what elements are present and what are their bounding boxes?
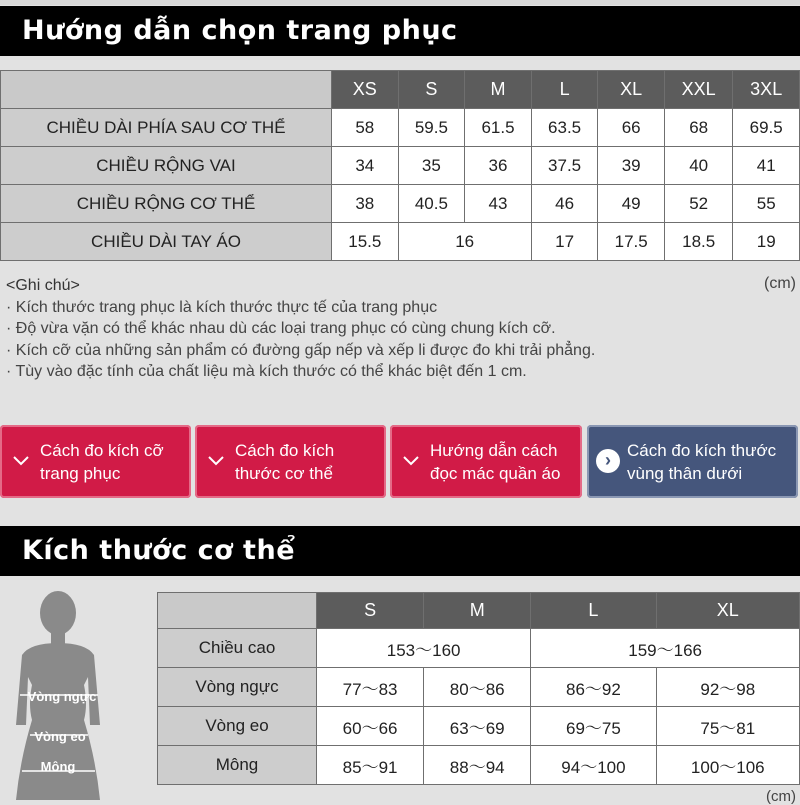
table-cell: 49 bbox=[598, 185, 665, 223]
table-header-row bbox=[158, 593, 800, 629]
size-header-m: M bbox=[424, 593, 531, 629]
measure-garment-button[interactable] bbox=[0, 425, 191, 498]
table-cell: 40 bbox=[664, 147, 732, 185]
table-cell: 41 bbox=[733, 147, 800, 185]
table-cell: 63.5 bbox=[531, 109, 598, 147]
table-cell: 80〜86 bbox=[424, 668, 531, 707]
size-header-m: M bbox=[465, 71, 532, 109]
table-cell: 100〜106 bbox=[656, 746, 799, 785]
table-cell: 52 bbox=[664, 185, 732, 223]
table-cell: 43 bbox=[465, 185, 532, 223]
table-cell: 58 bbox=[332, 109, 399, 147]
table-row bbox=[158, 668, 800, 707]
table-cell: 18.5 bbox=[664, 223, 732, 261]
size-header-xl: XL bbox=[656, 593, 799, 629]
table-cell: 35 bbox=[398, 147, 465, 185]
table-cell: 38 bbox=[332, 185, 399, 223]
row-label-body-width: CHIỀU RỘNG CƠ THỂ bbox=[1, 185, 332, 223]
size-header-3xl: 3XL bbox=[733, 71, 800, 109]
table-cell: 55 bbox=[733, 185, 800, 223]
table-cell: 153〜160 bbox=[317, 629, 531, 668]
button-label-line2: đọc mác quần áo bbox=[430, 464, 561, 483]
read-label-button[interactable] bbox=[390, 425, 582, 498]
note-item: · Tùy vào đặc tính của chất liệu mà kích thước có thể khác biệt đến 1 cm. bbox=[6, 363, 527, 380]
table-row bbox=[158, 746, 800, 785]
button-label-line2: thước cơ thể bbox=[235, 464, 333, 483]
table-cell: 60〜66 bbox=[317, 707, 424, 746]
row-label-shoulder-width: CHIỀU RỘNG VAI bbox=[1, 147, 332, 185]
button-label-line1: Cách đo kích thước bbox=[627, 441, 777, 460]
notes-block bbox=[6, 275, 796, 383]
table-corner-cell bbox=[1, 71, 332, 109]
table-row bbox=[1, 223, 800, 261]
table-row bbox=[1, 147, 800, 185]
table-cell: 85〜91 bbox=[317, 746, 424, 785]
table-cell: 36 bbox=[465, 147, 532, 185]
table-cell: 86〜92 bbox=[531, 668, 656, 707]
note-item: · Kích thước trang phục là kích thước thực tế của trang phục bbox=[6, 298, 438, 316]
table-cell: 15.5 bbox=[332, 223, 399, 261]
table-row bbox=[158, 629, 800, 668]
unit-label: (cm) bbox=[764, 275, 796, 292]
chevron-down-icon bbox=[402, 455, 420, 467]
guide-button-row bbox=[0, 425, 800, 498]
size-header-s: S bbox=[317, 593, 424, 629]
table-cell: 34 bbox=[332, 147, 399, 185]
table-cell: 40.5 bbox=[398, 185, 465, 223]
table-cell: 69〜75 bbox=[531, 707, 656, 746]
row-label-chest: Vòng ngực bbox=[158, 668, 317, 707]
table-cell: 59.5 bbox=[398, 109, 465, 147]
table-cell: 61.5 bbox=[465, 109, 532, 147]
table-cell: 19 bbox=[733, 223, 800, 261]
table-cell: 88〜94 bbox=[424, 746, 531, 785]
body-size-table bbox=[157, 592, 800, 785]
button-label-line1: Hướng dẫn cách bbox=[430, 441, 558, 460]
button-label-line1: Cách đo kích cỡ bbox=[40, 441, 164, 460]
note-item: · Độ vừa vặn có thể khác nhau dù các loại trang phục có cùng chung kích cỡ. bbox=[6, 320, 556, 337]
section-title-body-size: Kích thước cơ thể bbox=[0, 526, 800, 576]
row-label-waist: Vòng eo bbox=[158, 707, 317, 746]
table-cell: 77〜83 bbox=[317, 668, 424, 707]
measure-body-button[interactable] bbox=[195, 425, 386, 498]
size-header-xxl: XXL bbox=[664, 71, 732, 109]
row-label-sleeve-length: CHIỀU DÀI TAY ÁO bbox=[1, 223, 332, 261]
table-cell: 16 bbox=[398, 223, 531, 261]
row-label-back-length: CHIỀU DÀI PHÍA SAU CƠ THỂ bbox=[1, 109, 332, 147]
size-header-xs: XS bbox=[332, 71, 399, 109]
table-cell: 68 bbox=[664, 109, 732, 147]
table-row bbox=[158, 707, 800, 746]
notes-heading: <Ghi chú> bbox=[6, 277, 80, 294]
note-item: · Kích cỡ của những sản phẩm có đường gấp nếp và xếp li được đo khi trải phẳng. bbox=[6, 341, 596, 359]
row-label-height: Chiều cao bbox=[158, 629, 317, 668]
figure-label-chest: Vòng ngực bbox=[27, 689, 97, 704]
measure-lower-body-button[interactable] bbox=[587, 425, 798, 498]
table-cell: 92〜98 bbox=[656, 668, 799, 707]
table-cell: 17.5 bbox=[598, 223, 665, 261]
figure-label-hip: Mông bbox=[40, 759, 76, 774]
table-corner-cell bbox=[158, 593, 317, 629]
table-cell: 46 bbox=[531, 185, 598, 223]
size-header-xl: XL bbox=[598, 71, 665, 109]
table-cell: 94〜100 bbox=[531, 746, 656, 785]
top-strip bbox=[0, 0, 800, 5]
table-cell: 75〜81 bbox=[656, 707, 799, 746]
button-label-line1: Cách đo kích bbox=[235, 441, 335, 460]
table-cell: 159〜166 bbox=[531, 629, 800, 668]
row-label-hip: Mông bbox=[158, 746, 317, 785]
garment-size-table bbox=[0, 70, 800, 261]
table-cell: 37.5 bbox=[531, 147, 598, 185]
chevron-down-icon bbox=[12, 455, 30, 467]
table-row bbox=[1, 185, 800, 223]
button-label-line2: trang phục bbox=[40, 464, 121, 483]
button-label-line2: vùng thân dưới bbox=[627, 464, 743, 483]
figure-label-waist: Vòng eo bbox=[34, 729, 86, 744]
chevron-down-icon bbox=[207, 455, 225, 467]
table-cell: 63〜69 bbox=[424, 707, 531, 746]
size-header-s: S bbox=[398, 71, 465, 109]
table-cell: 69.5 bbox=[733, 109, 800, 147]
size-header-l: L bbox=[531, 71, 598, 109]
table-row bbox=[1, 109, 800, 147]
chevron-right-circle-icon: › bbox=[596, 449, 620, 473]
table-cell: 66 bbox=[598, 109, 665, 147]
table-header-row bbox=[1, 71, 800, 109]
section-title-size-guide: Hướng dẫn chọn trang phục bbox=[0, 6, 800, 56]
unit-label: (cm) bbox=[766, 788, 796, 805]
body-silhouette-figure bbox=[0, 585, 120, 800]
table-cell: 17 bbox=[531, 223, 598, 261]
table-cell: 39 bbox=[598, 147, 665, 185]
size-header-l: L bbox=[531, 593, 656, 629]
